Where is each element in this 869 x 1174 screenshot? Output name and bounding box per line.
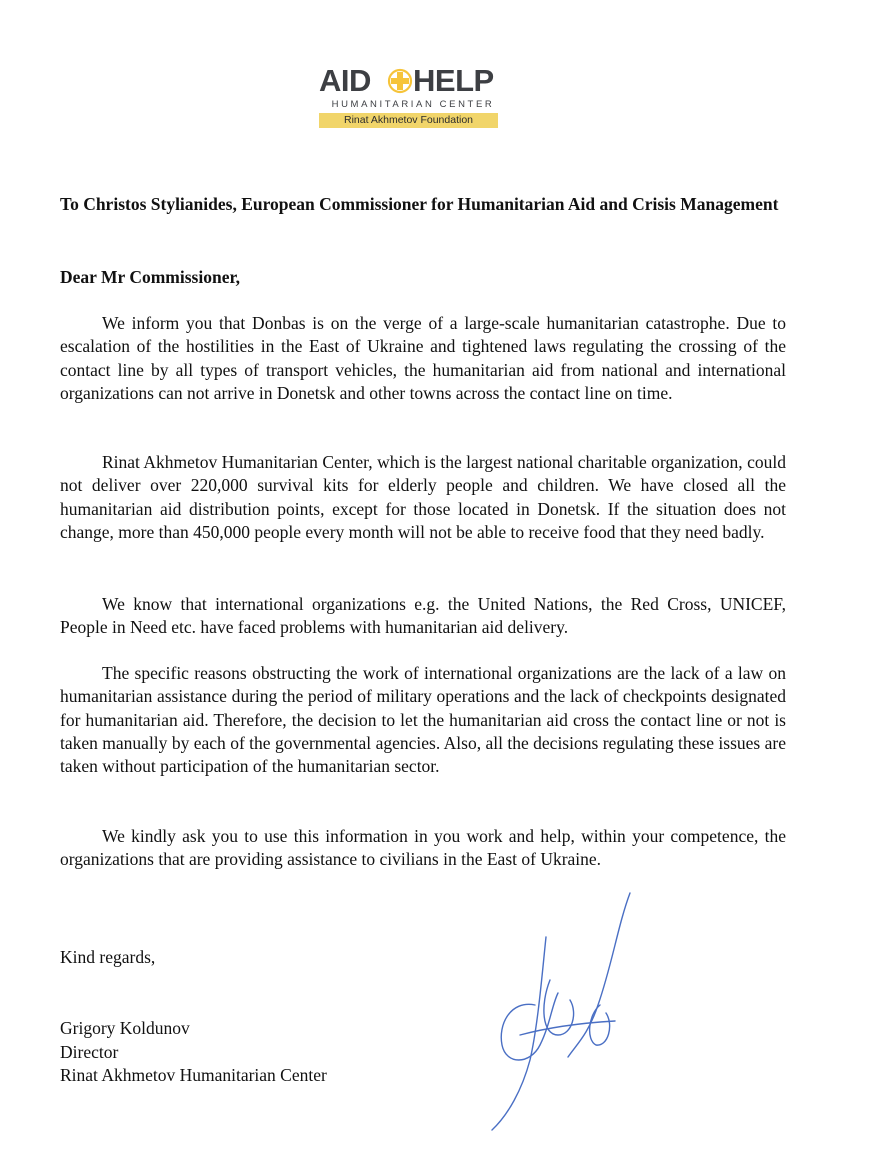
recipient-line: To Christos Stylianides, European Commissioner for Humanitarian Aid and Crisis Management (60, 194, 779, 214)
closing: Kind regards, (60, 947, 156, 967)
logo-mark (319, 64, 509, 98)
logo-word-aid: AID (319, 63, 371, 98)
body-paragraph-3: We know that international organizations e.g. the United Nations, the Red Cross, UNICEF, People in Need etc. have faced problems with humanitarian aid delivery. (60, 594, 786, 638)
logo-subtitle: HUMANITARIAN CENTER (331, 99, 495, 110)
body-paragraph-1: We inform you that Donbas is on the verge of a large-scale humanitarian catastrophe. Due to escalation of the hostilities in the East of Ukraine and tightened laws regulating the crossing of the contact line by all types of transport vehicles, the humanitarian aid from national and international organizations can not arrive in Donetsk and other towns across the contact line on time. (60, 313, 786, 403)
signer-name: Grigory Koldunov (60, 1018, 190, 1038)
cross-icon (387, 68, 413, 94)
aidhelp-logo (300, 62, 520, 132)
signer-title: Director (60, 1042, 119, 1062)
handwritten-signature-icon (480, 885, 650, 1135)
signer-organization: Rinat Akhmetov Humanitarian Center (60, 1065, 327, 1085)
body-paragraph-2: Rinat Akhmetov Humanitarian Center, which is the largest national charitable organization, could not deliver over 220,000 survival kits for elderly people and children. We have closed all the humanitarian aid distribution points, except for those located in Donetsk. If the situation does not change, more than 450,000 people every month will not be able to receive food that they need badly. (60, 452, 786, 542)
logo-word-help: HELP (413, 63, 494, 98)
salutation: Dear Mr Commissioner, (60, 267, 240, 287)
logo-foundation-band: Rinat Akhmetov Foundation (319, 113, 498, 128)
body-paragraph-4: The specific reasons obstructing the work of international organizations are the lack of a law on humanitarian assistance during the period of military operations and the lack of checkpoints designated for humanitarian aid. Therefore, the decision to let the humanitarian aid cross the contact line or not is taken manually by each of the governmental agencies. Also, all the decisions regulating these issues are taken without participation of the humanitarian sector. (60, 663, 786, 777)
body-paragraph-5: We kindly ask you to use this information in you work and help, within your competence, the organizations that are providing assistance to civilians in the East of Ukraine. (60, 826, 786, 870)
